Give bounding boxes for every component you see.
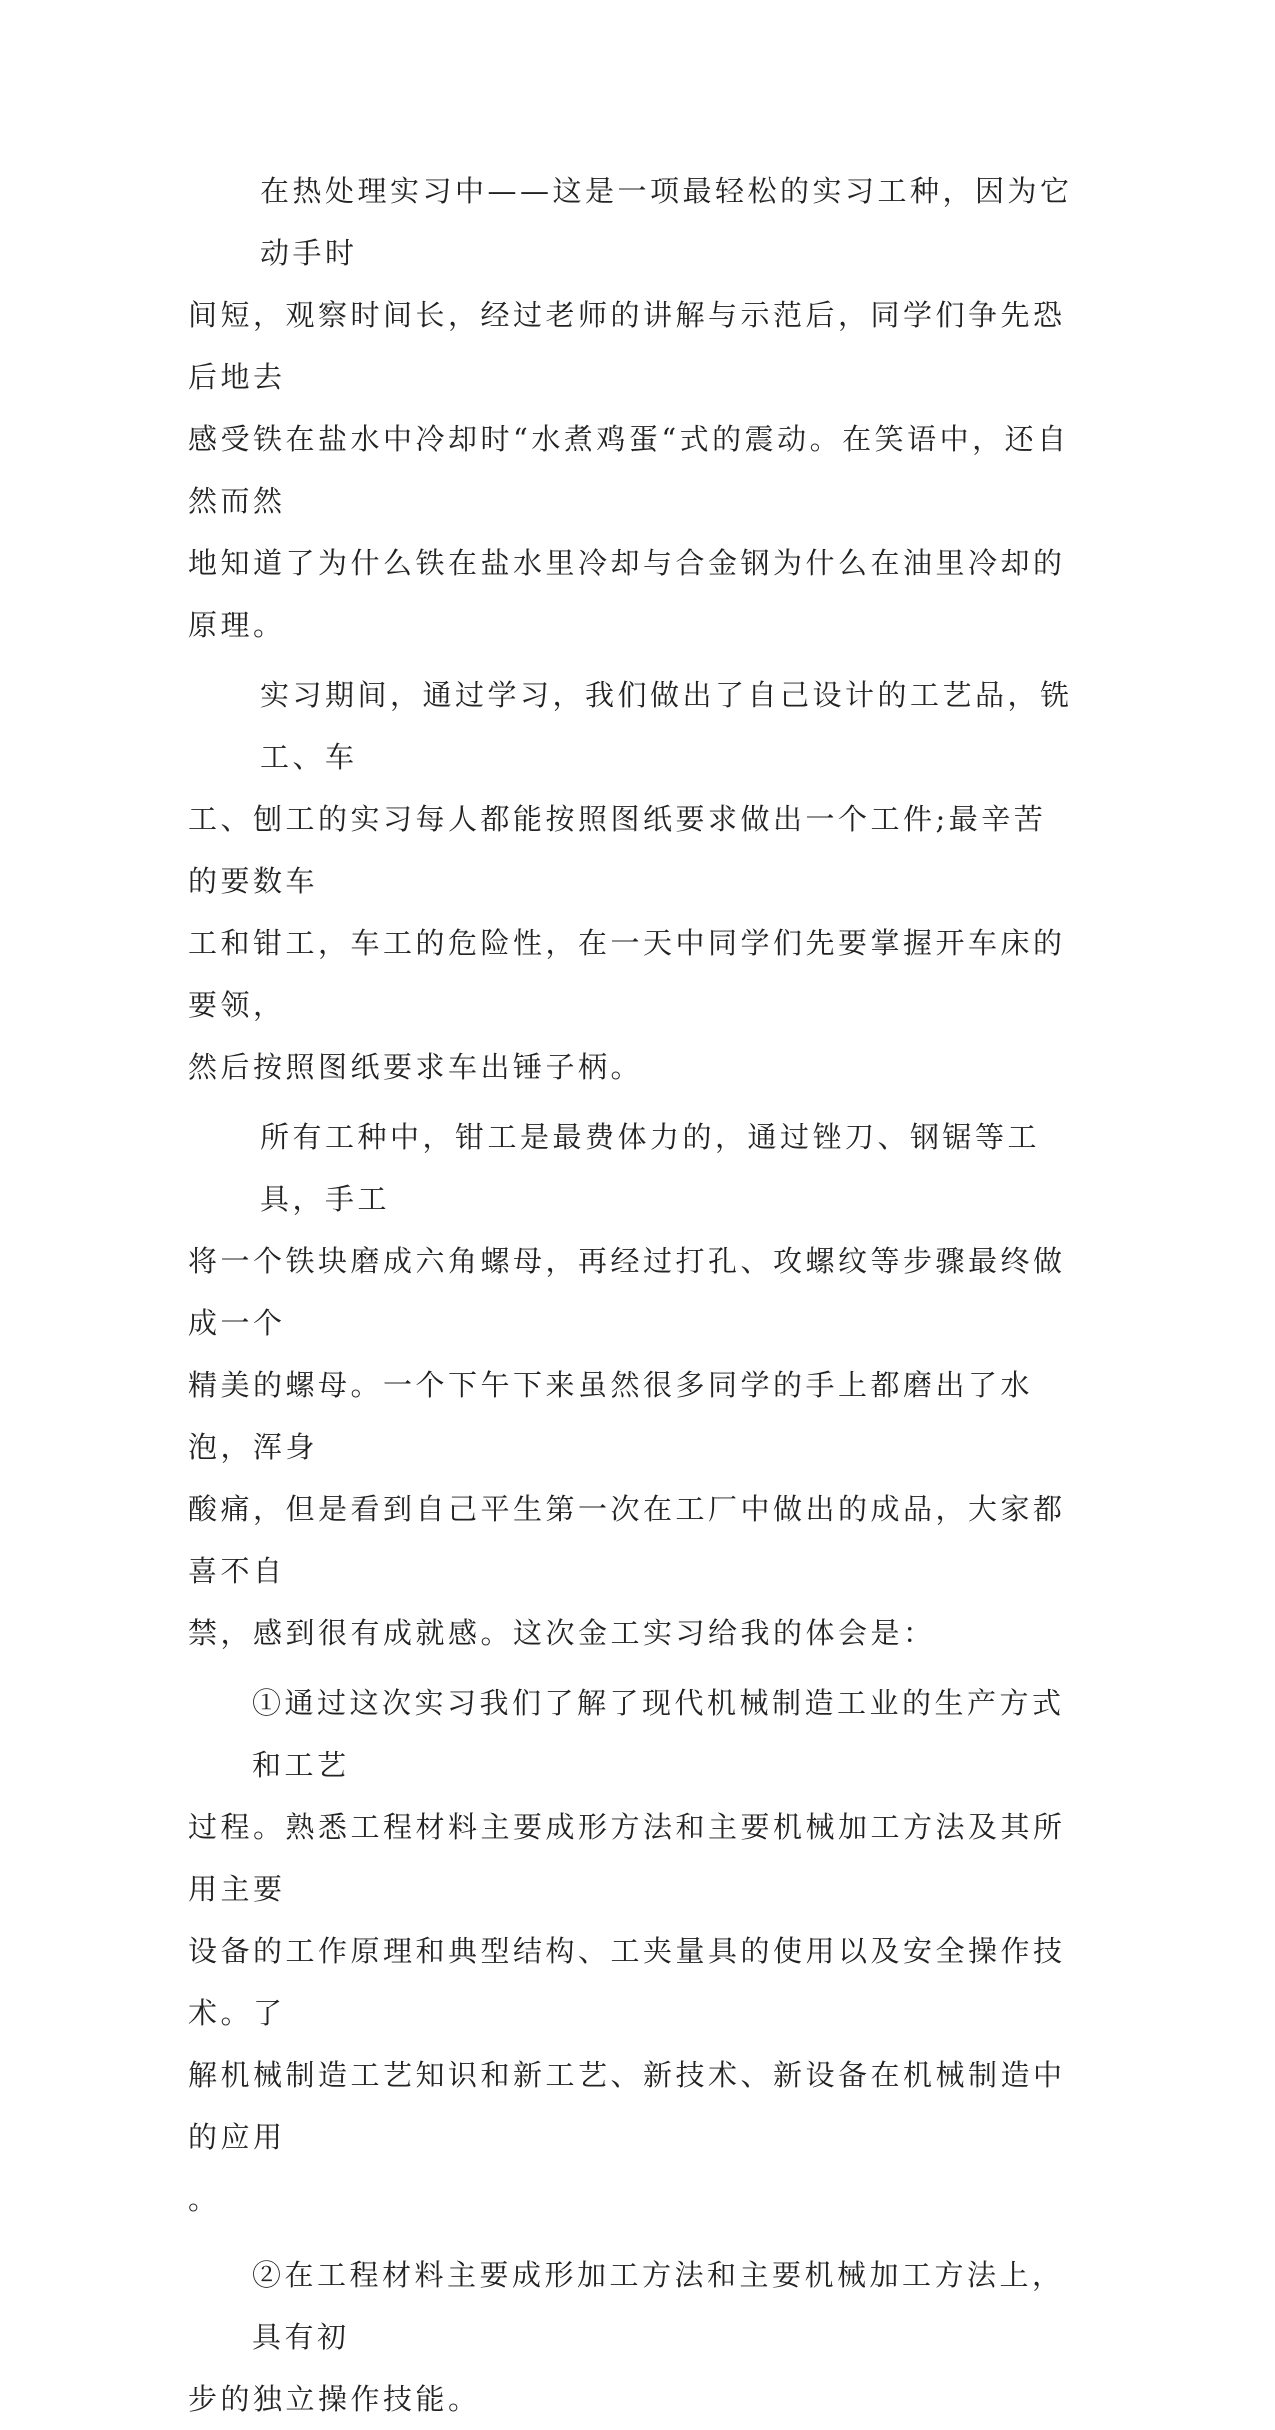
- paragraph-line: 工和钳工，车工的危险性，在一天中同学们先要掌握开车床的要领，: [188, 926, 1066, 1022]
- document-body: [188, 160, 1078, 2430]
- paragraph-internship-period: [188, 664, 1078, 1098]
- paragraph-line: 解机械制造工艺知识和新工艺、新技术、新设备在机械制造中的应用: [188, 2058, 1066, 2154]
- paragraph-line: 精美的螺母。一个下午下来虽然很多同学的手上都磨出了水泡，浑身: [188, 1368, 1034, 1464]
- paragraph-line: 酸痛，但是看到自己平生第一次在工厂中做出的成品，大家都喜不自: [188, 1492, 1066, 1588]
- paragraph-line: 然后按照图纸要求车出锤子柄。: [188, 1050, 644, 1084]
- paragraph-line: 实习期间，通过学习，我们做出了自己设计的工艺品，铣工、车: [260, 678, 1073, 774]
- paragraph-line: 禁，感到很有成就感。这次金工实习给我的体会是：: [188, 1616, 936, 1650]
- paragraph-line: 工、刨工的实习每人都能按照图纸要求做出一个工件;最辛苦的要数车: [188, 802, 1047, 898]
- paragraph-point-two: [188, 2244, 1078, 2430]
- paragraph-line: 将一个铁块磨成六角螺母，再经过打孔、攻螺纹等步骤最终做成一个: [188, 1244, 1066, 1340]
- paragraph-line: ①通过这次实习我们了解了现代机械制造工业的生产方式和工艺: [252, 1686, 1065, 1782]
- paragraph-point-one: [188, 1672, 1078, 2230]
- paragraph-line: 设备的工作原理和典型结构、工夹量具的使用以及安全操作技术。了: [188, 1934, 1066, 2030]
- paragraph-line: 地知道了为什么铁在盐水里冷却与合金钢为什么在油里冷却的原理。: [188, 546, 1066, 642]
- paragraph-line: ②在工程材料主要成形加工方法和主要机械加工方法上，具有初: [252, 2258, 1065, 2354]
- paragraph-line: 感受铁在盐水中冷却时“水煮鸡蛋“式的震动。在笑语中，还自然而然: [188, 422, 1070, 518]
- paragraph-line: 间短，观察时间长，经过老师的讲解与示范后，同学们争先恐后地去: [188, 298, 1066, 394]
- paragraph-line: 步的独立操作技能。: [188, 2382, 481, 2416]
- paragraph-line: 所有工种中，钳工是最费体力的，通过锉刀、钢锯等工具，手工: [260, 1120, 1041, 1216]
- paragraph-line: 过程。熟悉工程材料主要成形方法和主要机械加工方法及其所用主要: [188, 1810, 1066, 1906]
- paragraph-heat-treatment: [188, 160, 1078, 656]
- paragraph-fitter-work: [188, 1106, 1078, 1664]
- paragraph-line: 在热处理实习中——这是一项最轻松的实习工种，因为它动手时: [260, 174, 1073, 270]
- paragraph-line: 。: [188, 2182, 221, 2216]
